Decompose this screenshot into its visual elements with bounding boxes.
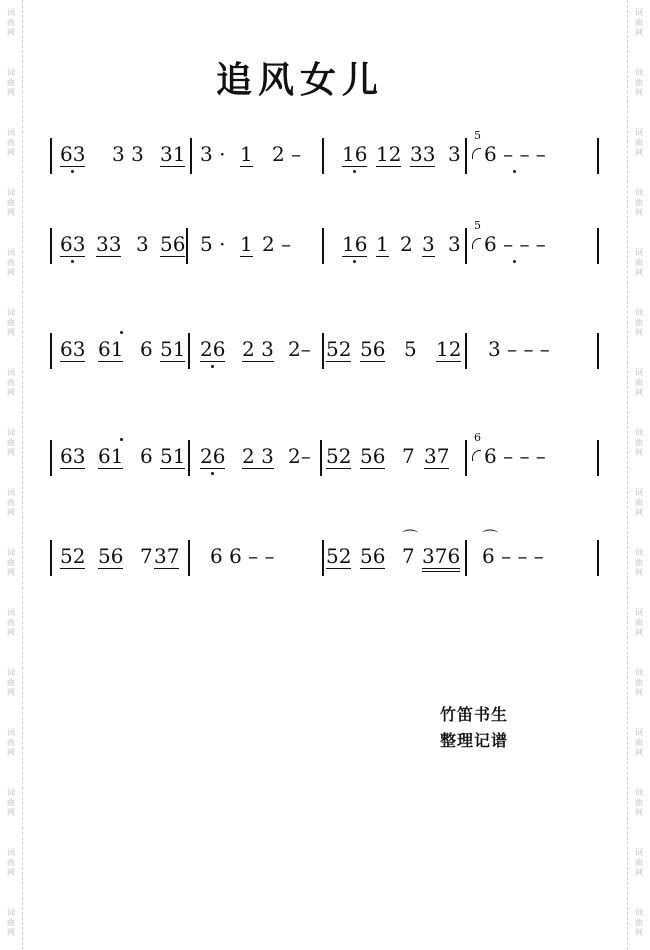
watermark-text: 词 曲 网 — [7, 128, 15, 157]
note-text: 7 — [402, 544, 415, 568]
note-text: 3 · — [200, 142, 226, 166]
note-group — [422, 544, 460, 568]
score-line — [50, 129, 605, 188]
note-text: 6 – – – — [482, 544, 544, 568]
note-text: 51 — [160, 444, 186, 468]
note-group — [240, 232, 253, 256]
note-text: 61 — [98, 337, 124, 361]
barline — [597, 228, 599, 264]
note-group — [474, 219, 546, 256]
note-group — [60, 142, 85, 167]
watermark-text: 词 曲 网 — [7, 488, 15, 517]
watermark-text: 词 曲 网 — [635, 68, 643, 97]
watermark-text: 词 曲 网 — [7, 428, 15, 457]
barline — [597, 540, 599, 576]
note-text: 3 – – – — [488, 337, 550, 361]
note-text: 63 — [60, 444, 86, 468]
barline — [188, 333, 190, 369]
barline — [50, 228, 52, 264]
note-text: 56 — [98, 544, 124, 568]
note-text: 7 — [140, 544, 153, 568]
note-group — [98, 544, 123, 568]
note-text: 52 — [60, 544, 86, 568]
watermark-text: 词 曲 网 — [7, 8, 15, 37]
note-group — [360, 544, 385, 568]
note-group — [60, 444, 85, 468]
watermark-text: 词 曲 网 — [7, 788, 15, 817]
note-text: 26 — [200, 444, 226, 468]
note-group — [326, 444, 351, 468]
note-group — [360, 337, 385, 361]
note-group — [98, 337, 123, 362]
note-group — [200, 142, 225, 166]
note-group — [342, 232, 367, 257]
note-text: 37 — [424, 444, 450, 468]
note-group — [96, 232, 121, 256]
barline — [322, 228, 324, 264]
note-text: 3 — [136, 232, 149, 256]
note-group — [404, 337, 417, 361]
note-text: 2 3 — [242, 337, 274, 361]
barline — [465, 138, 467, 174]
note-group — [376, 232, 389, 256]
note-text: 63 — [60, 232, 86, 256]
note-group — [140, 337, 153, 361]
barline — [465, 228, 467, 264]
grace-note: 6 — [474, 431, 481, 444]
note-group — [98, 444, 123, 469]
barline — [186, 228, 188, 264]
note-text: 16 — [342, 142, 368, 166]
score-line — [50, 219, 605, 278]
note-group — [326, 337, 351, 361]
note-text: 6 – – – — [484, 142, 546, 166]
watermark-text: 词 曲 网 — [7, 548, 15, 577]
barline — [322, 138, 324, 174]
fermata-icon: ⌒ — [482, 528, 499, 547]
note-group — [160, 444, 185, 468]
note-text: 7 — [402, 444, 415, 468]
watermark-text: 词 曲 网 — [7, 848, 15, 877]
note-group — [448, 142, 461, 166]
note-text: 6 6 – – — [210, 544, 275, 568]
watermark-text: 词 曲 网 — [635, 728, 643, 757]
note-group — [474, 129, 546, 166]
note-text: 56 — [360, 544, 386, 568]
note-text: 3 — [448, 232, 461, 256]
credit-author: 竹笛书生 — [440, 705, 509, 724]
note-text: 56 — [360, 444, 386, 468]
note-group — [242, 337, 274, 361]
barline — [50, 440, 52, 476]
watermark-text: 词 曲 网 — [7, 308, 15, 337]
note-group — [448, 232, 461, 256]
note-group — [160, 232, 185, 256]
watermark-text: 词 曲 网 — [7, 68, 15, 97]
note-text: 33 — [96, 232, 122, 256]
watermark-text: 词 曲 网 — [635, 428, 643, 457]
note-group — [488, 337, 550, 361]
note-group — [242, 444, 274, 468]
barline — [188, 540, 190, 576]
note-group — [410, 142, 435, 166]
note-group — [154, 544, 179, 568]
note-text: 2 – — [262, 232, 292, 256]
note-text: 12 — [436, 337, 462, 361]
barline — [597, 440, 599, 476]
note-group — [402, 528, 419, 568]
note-group — [376, 142, 401, 166]
watermark-text: 词 曲 网 — [7, 608, 15, 637]
barline — [322, 540, 324, 576]
note-group — [424, 444, 449, 468]
grace-slur-icon — [472, 238, 481, 249]
fermata-icon: ⌒ — [402, 528, 419, 547]
watermark-text: 词 曲 网 — [635, 668, 643, 697]
watermark-text: 词 曲 网 — [7, 908, 15, 937]
note-text: 63 — [60, 337, 86, 361]
barline — [320, 440, 322, 476]
note-group — [422, 232, 435, 256]
note-text: 2– — [288, 337, 311, 361]
note-text: 1 — [240, 232, 253, 256]
watermark-text: 词 曲 网 — [635, 368, 643, 397]
grace-slur-icon — [472, 450, 481, 461]
watermark-text: 词 曲 网 — [635, 608, 643, 637]
watermark-text: 词 曲 网 — [635, 128, 643, 157]
score-line — [50, 333, 605, 383]
grace-note: 5 — [474, 129, 481, 142]
barline — [465, 333, 467, 369]
note-text: 6 – – – — [484, 444, 546, 468]
note-group — [326, 544, 351, 568]
watermark-text: 词 曲 网 — [7, 728, 15, 757]
note-group — [400, 232, 413, 256]
watermark-text: 词 曲 网 — [635, 788, 643, 817]
note-text: 56 — [360, 337, 386, 361]
note-group — [200, 444, 225, 469]
watermark-text: 词 曲 网 — [635, 488, 643, 517]
note-group — [140, 444, 153, 468]
grace-note: 5 — [474, 219, 481, 232]
note-text: 52 — [326, 337, 352, 361]
note-text: 2 — [400, 232, 413, 256]
note-text: 61 — [98, 444, 124, 468]
credit-note: 整理记谱 — [440, 731, 509, 750]
score-line — [50, 431, 605, 490]
note-group — [136, 232, 149, 256]
note-text: 1 — [376, 232, 389, 256]
note-text: 2 – — [272, 142, 302, 166]
note-text: 3 3 — [112, 142, 144, 166]
barline — [50, 138, 52, 174]
barline — [597, 138, 599, 174]
note-group — [160, 142, 185, 166]
note-text: 51 — [160, 337, 186, 361]
watermark-text: 词 曲 网 — [635, 308, 643, 337]
barline — [188, 440, 190, 476]
barline — [465, 440, 467, 476]
note-group — [200, 337, 225, 362]
note-text: 2– — [288, 444, 311, 468]
note-text: 56 — [160, 232, 186, 256]
note-group — [60, 337, 85, 361]
note-text: 16 — [342, 232, 368, 256]
note-group — [436, 337, 461, 361]
note-group — [140, 544, 153, 568]
barline — [597, 333, 599, 369]
note-group — [474, 431, 546, 468]
watermark-text: 词 曲 网 — [635, 908, 643, 937]
note-text: 6 — [140, 444, 153, 468]
note-text: 376 — [422, 544, 460, 572]
barline — [322, 333, 324, 369]
barline — [50, 540, 52, 576]
note-text: 5 — [404, 337, 417, 361]
note-text: 6 – – – — [484, 232, 546, 256]
note-text: 31 — [160, 142, 186, 166]
note-text: 3 — [448, 142, 461, 166]
note-text: 33 — [410, 142, 436, 166]
note-text: 52 — [326, 544, 352, 568]
note-group — [288, 444, 311, 468]
note-group — [240, 142, 253, 166]
note-group — [288, 337, 311, 361]
barline — [465, 540, 467, 576]
note-group — [482, 528, 544, 568]
watermark-text: 词 曲 网 — [7, 248, 15, 277]
score-line — [50, 528, 605, 590]
watermark-text: 词 曲 网 — [635, 188, 643, 217]
watermark-text: 词 曲 网 — [635, 8, 643, 37]
note-group — [112, 142, 144, 166]
barline — [190, 138, 192, 174]
barline — [50, 333, 52, 369]
note-text: 3 — [422, 232, 435, 256]
note-text: 5 · — [200, 232, 226, 256]
watermark-text: 词 曲 网 — [635, 548, 643, 577]
watermark-text: 词 曲 网 — [635, 848, 643, 877]
note-group — [262, 232, 291, 256]
note-text: 52 — [326, 444, 352, 468]
note-text: 37 — [154, 544, 180, 568]
note-group — [200, 232, 225, 256]
note-group — [60, 544, 85, 568]
watermark-text: 词 曲 网 — [7, 368, 15, 397]
note-group — [360, 444, 385, 468]
note-group — [210, 544, 275, 568]
note-group — [342, 142, 367, 167]
note-text: 1 — [240, 142, 253, 166]
note-group — [60, 232, 85, 257]
note-text: 2 3 — [242, 444, 274, 468]
watermark-text: 词 曲 网 — [7, 668, 15, 697]
note-group — [402, 444, 415, 468]
watermark-text: 词 曲 网 — [7, 188, 15, 217]
song-title: 追风女儿 — [215, 60, 384, 101]
note-group — [272, 142, 301, 166]
note-text: 63 — [60, 142, 86, 166]
note-text: 6 — [140, 337, 153, 361]
note-text: 12 — [376, 142, 402, 166]
watermark-text: 词 曲 网 — [635, 248, 643, 277]
note-group — [160, 337, 185, 361]
grace-slur-icon — [472, 148, 481, 159]
note-text: 26 — [200, 337, 226, 361]
